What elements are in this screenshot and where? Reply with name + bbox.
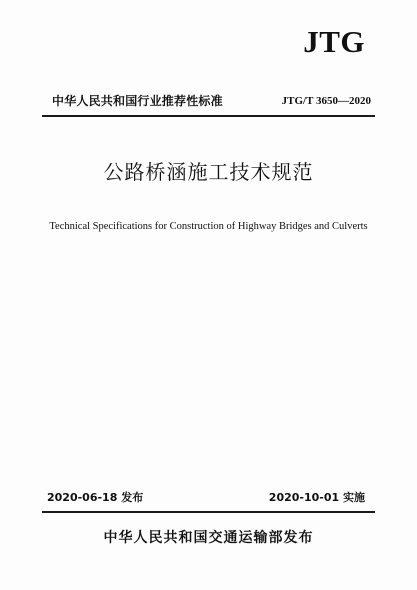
issue-date: 2020-06-18 发布 [47, 491, 144, 504]
standard-category: 中华人民共和国行业推荐性标准 [52, 94, 223, 108]
top-divider [42, 115, 375, 117]
implementation-date: 2020-10-01 实施 [268, 491, 365, 504]
standard-code-mark: JTG [303, 24, 365, 59]
publisher: 中华人民共和国交通运输部发布 [103, 530, 314, 546]
title-english: Technical Specifications for Construction of Highway Bridges and Culverts [49, 221, 368, 232]
title-chinese: 公路桥涵施工技术规范 [103, 160, 314, 184]
standard-number: JTG/T 3650—2020 [281, 95, 371, 107]
bottom-divider [42, 511, 375, 513]
